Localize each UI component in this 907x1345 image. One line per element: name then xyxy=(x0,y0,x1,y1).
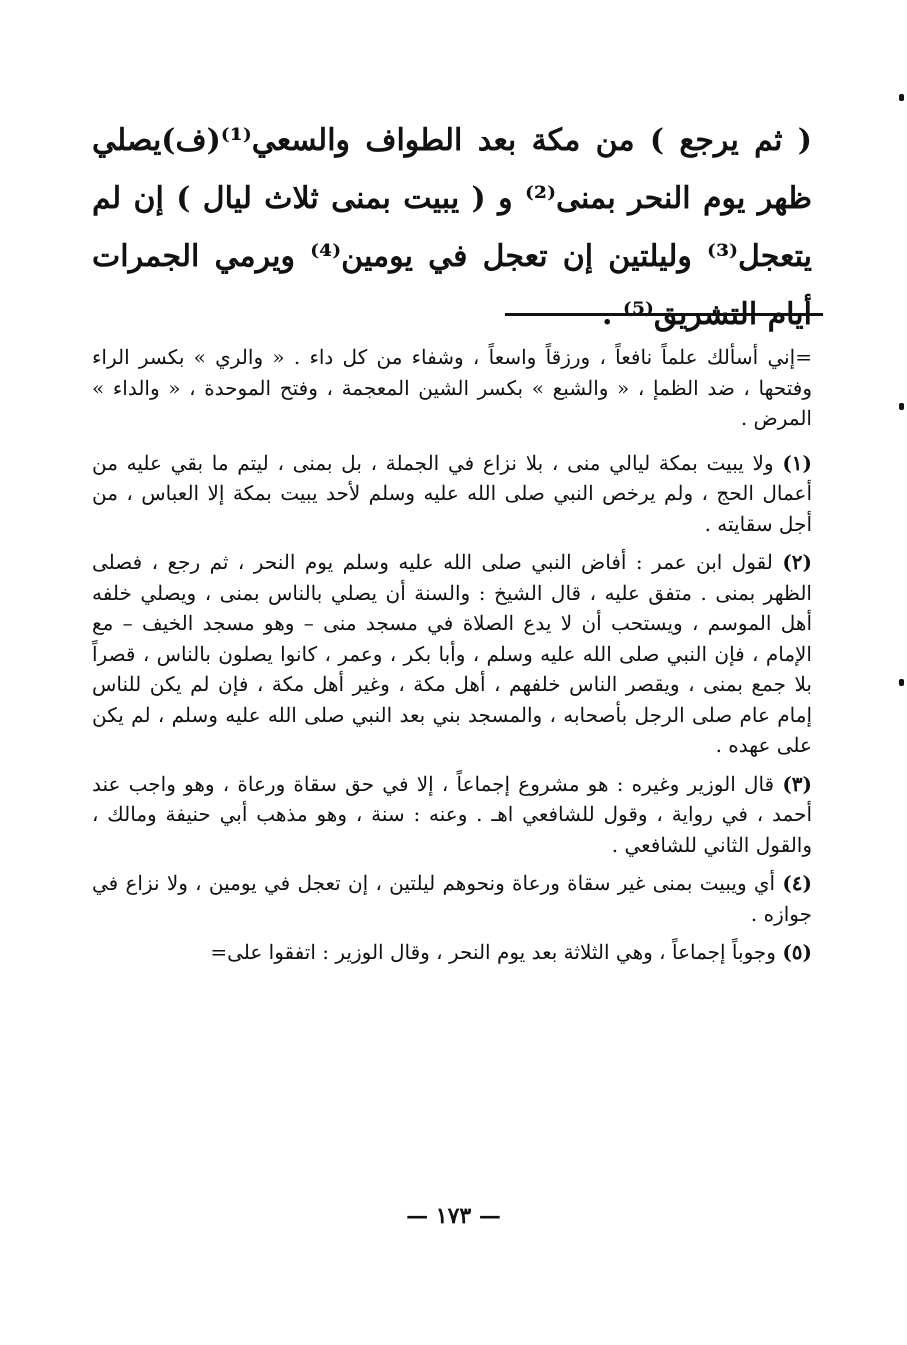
main-text-block xyxy=(92,112,812,344)
footnote-text: أي ويبيت بمنى غير سقاة ورعاة ونحوهم ليلتين ، إن تعجل في يومين ، ولا نزاع في جوازه . xyxy=(92,871,812,926)
footnote-number: (٤) xyxy=(782,871,812,895)
footnote-separator xyxy=(505,313,823,316)
footnote-3 xyxy=(92,769,812,861)
margin-mark xyxy=(899,403,904,410)
main-text-paragraph: ( ثم يرجع ) من مكة بعد الطواف والسعي⁽¹⁾(ف)يصلي ظهر يوم النحر بمنى⁽²⁾ و ( يبيت بمنى ثلاث ليال ) إن لم يتعجل⁽³⁾ وليلتين إن تعجل في يومين⁽⁴⁾ ويرمي الجمرات أيام التشريق⁽⁵⁾ . xyxy=(92,123,812,332)
footnote-1 xyxy=(92,448,812,540)
margin-mark xyxy=(899,94,904,101)
footnote-text: =إني أسألك علماً نافعاً ، ورزقاً واسعاً ، وشفاء من كل داء . « والري » بكسر الراء وفتحها ، ضد الظمإ ، « والشبع » بكسر الشين المعجمة ، وفتح الموحدة ، « والداء » المرض . xyxy=(92,345,812,430)
footnote-text: ولا يبيت بمكة ليالي منى ، بلا نزاع في الجملة ، بل بمنى ، ليتم ما بقي عليه من أعمال الحج ، ولم يرخص النبي صلى الله عليه وسلم لأحد يبيت بمكة إلا العباس ، من أجل سقايته . xyxy=(92,450,812,536)
page-number: — ١٧٣ — xyxy=(406,1203,501,1229)
footnote-number: (١) xyxy=(782,450,812,475)
footnote-2 xyxy=(92,547,812,761)
footnote-number: (٢) xyxy=(782,550,812,574)
footnote-5 xyxy=(92,937,812,968)
footnote-text: لقول ابن عمر : أفاض النبي صلى الله عليه وسلم يوم النحر ، ثم رجع ، فصلى الظهر بمنى . متفق عليه ، قال الشيخ : والسنة أن يصلي بالناس بمنى ، ويصلي خلفه أهل الموسم ، ويستحب أن لا يدع الصلاة في مسجد منى – وهو مسجد الخيف – مع الإمام ، فإن النبي صلى الله عليه وسلم ، وأبا بكر ، وعمر ، كانوا يصلون بالناس ، قصراً بلا جمع بمنى ، ويقصر الناس خلفهم ، أهل مكة ، وغير أهل مكة ، فإن لم يكن للناس إمام عام صلى الرجل بأصحابه ، والمسجد بني بعد النبي صلى الله عليه وسلم ، لم يكن على عهده . xyxy=(92,550,812,757)
footnote-number: (٥) xyxy=(782,940,812,964)
footnote-4 xyxy=(92,868,812,929)
footnote-text: قال الوزير وغيره : هو مشروع إجماعاً ، إلا في حق سقاة ورعاة ، وهو واجب عند أحمد ، في رواية ، وقول للشافعي اهـ . وعنه : سنة ، وهو مذهب أبي حنيفة ومالك ، والقول الثاني للشافعي . xyxy=(92,771,812,857)
footnote-number: (٣) xyxy=(782,771,812,796)
footnote-continuation xyxy=(92,342,812,434)
footnote-text: وجوباً إجماعاً ، وهي الثلاثة بعد يوم النحر ، وقال الوزير : اتفقوا على= xyxy=(210,940,776,964)
footnotes-block xyxy=(92,342,812,976)
margin-mark xyxy=(899,679,904,686)
